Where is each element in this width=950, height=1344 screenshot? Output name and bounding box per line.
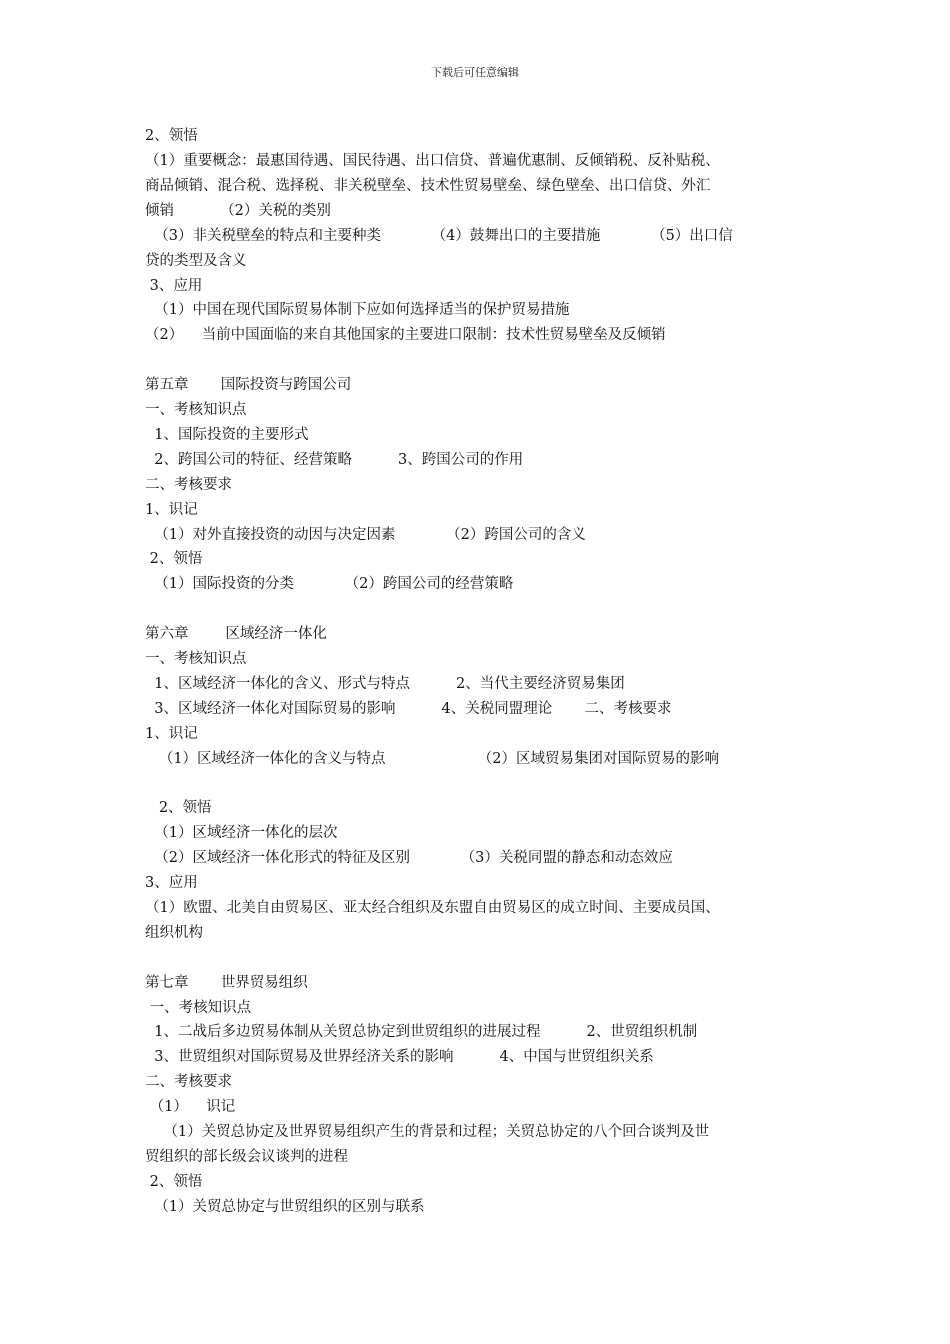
text-line: （1）中国在现代国际贸易体制下应如何选择适当的保护贸易措施 bbox=[145, 302, 570, 318]
text-line: （2）区域经济一体化形式的特征及区别 （3）关税同盟的静态和动态效应 bbox=[145, 850, 673, 866]
section-heading: 一、考核知识点 bbox=[145, 402, 247, 418]
text-line: 组织机构 bbox=[145, 925, 203, 941]
chapter-heading: 第五章 国际投资与跨国公司 bbox=[145, 377, 352, 393]
text-line: 商品倾销、混合税、选择税、非关税壁垒、技术性贸易壁垒、绿色壁垒、出口信贷、外汇 bbox=[145, 178, 711, 194]
text-line: 3、应用 bbox=[145, 875, 198, 891]
text-line: 1、识记 bbox=[145, 726, 198, 742]
section-heading: 二、考核要求 bbox=[145, 477, 232, 493]
text-line: （1）关贸总协定及世界贸易组织产生的背景和过程；关贸总协定的八个回合谈判及世 bbox=[145, 1124, 710, 1140]
text-line: 2、领悟 bbox=[145, 551, 203, 567]
text-line: （1）欧盟、北美自由贸易区、亚太经合组织及东盟自由贸易区的成立时间、主要成员国、 bbox=[145, 900, 720, 916]
section-heading: 一、考核知识点 bbox=[145, 1000, 252, 1016]
text-line: （1）重要概念：最惠国待遇、国民待遇、出口信贷、普遍优惠制、反倾销税、反补贴税、 bbox=[145, 153, 720, 169]
text-line: 贸组织的部长级会议谈判的进程 bbox=[145, 1149, 348, 1165]
text-line: 倾销 （2）关税的类别 bbox=[145, 203, 331, 219]
text-line: 3、世贸组织对国际贸易及世界经济关系的影响 4、中国与世贸组织关系 bbox=[145, 1049, 654, 1065]
text-line: （1）国际投资的分类 （2）跨国公司的经营策略 bbox=[145, 576, 514, 592]
text-line: （1）对外直接投资的动因与决定因素 （2）跨国公司的含义 bbox=[145, 527, 586, 543]
text-line: 3、应用 bbox=[145, 278, 203, 294]
section-heading: 一、考核知识点 bbox=[145, 651, 247, 667]
text-line: 2、领悟 bbox=[145, 128, 198, 144]
text-line: 贷的类型及含义 bbox=[145, 253, 247, 269]
text-line: （1）关贸总协定与世贸组织的区别与联系 bbox=[145, 1199, 425, 1215]
chapter-heading: 第六章 区域经济一体化 bbox=[145, 626, 327, 642]
chapter-heading: 第七章 世界贸易组织 bbox=[145, 975, 308, 991]
text-line: 1、国际投资的主要形式 bbox=[145, 427, 309, 443]
page-header: 下载后可任意编辑 bbox=[431, 66, 519, 79]
text-line: 1、识记 bbox=[145, 502, 198, 518]
text-line: 2、跨国公司的特征、经营策略 3、跨国公司的作用 bbox=[145, 452, 524, 468]
text-line: 2、领悟 bbox=[145, 800, 212, 816]
text-line: 2、领悟 bbox=[145, 1174, 203, 1190]
text-line: 1、区域经济一体化的含义、形式与特点 2、当代主要经济贸易集团 bbox=[145, 676, 625, 692]
text-line: （3）非关税壁垒的特点和主要种类 （4）鼓舞出口的主要措施 （5）出口信 bbox=[145, 228, 733, 244]
text-line: 1、二战后多边贸易体制从关贸总协定到世贸组织的进展过程 2、世贸组织机制 bbox=[145, 1024, 698, 1040]
text-line: （2） 当前中国面临的来自其他国家的主要进口限制：技术性贸易壁垒及反倾销 bbox=[145, 327, 666, 343]
text-line: （1）区域经济一体化的层次 bbox=[145, 825, 338, 841]
text-line: 3、区域经济一体化对国际贸易的影响 4、关税同盟理论 二、考核要求 bbox=[145, 701, 672, 717]
section-heading: 二、考核要求 bbox=[145, 1074, 232, 1090]
text-line: （1）区域经济一体化的含义与特点 （2）区域贸易集团对国际贸易的影响 bbox=[145, 751, 719, 767]
text-line: （1） 识记 bbox=[145, 1099, 236, 1115]
